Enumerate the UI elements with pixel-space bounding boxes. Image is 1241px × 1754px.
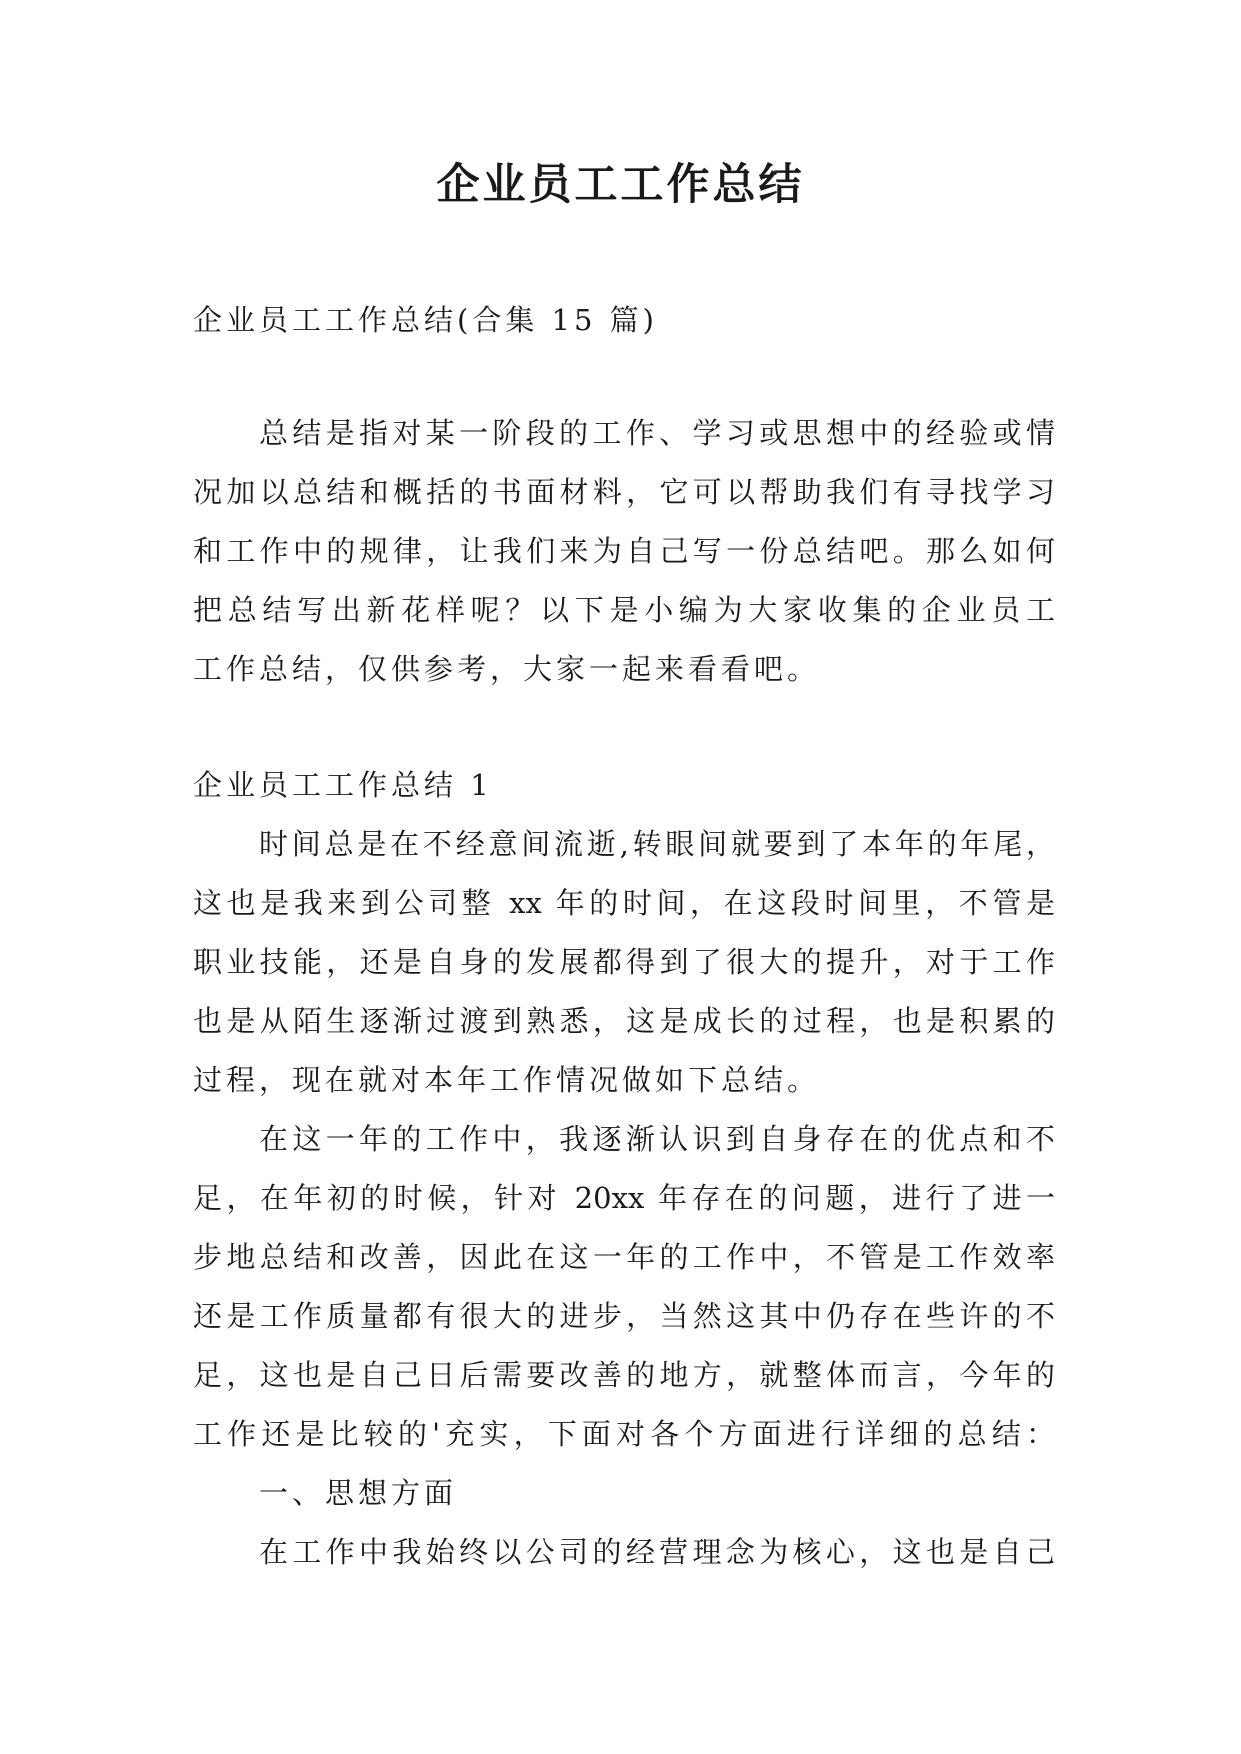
- text-line: 足，在年初的时候，针对 20xx 年存在的问题，进行了进一: [193, 1181, 1055, 1215]
- text-line: 步地总结和改善，因此在这一年的工作中，不管是工作效率: [193, 1240, 1055, 1274]
- body-paragraph: [193, 815, 1055, 1110]
- text-line: 这也是我来到公司整 xx 年的时间，在这段时间里，不管是: [193, 886, 1055, 920]
- text-line: 在工作中我始终以公司的经营理念为核心，这也是自己: [259, 1535, 1055, 1569]
- text-line: 足，这也是自己日后需要改善的地方，就整体而言，今年的: [193, 1358, 1055, 1392]
- text-line: 和工作中的规律，让我们来为自己写一份总结吧。那么如何: [193, 534, 1055, 568]
- text-line: 时间总是在不经意间流逝,转眼间就要到了本年的年尾，: [259, 827, 1055, 861]
- subsection-heading: 一、思想方面: [259, 1476, 458, 1510]
- text-line: 况加以总结和概括的书面材料，它可以帮助我们有寻找学习: [193, 475, 1055, 509]
- text-line: 把总结写出新花样呢？以下是小编为大家收集的企业员工: [193, 593, 1055, 627]
- text-line: 工作还是比较的'充实，下面对各个方面进行详细的总结：: [193, 1417, 1055, 1451]
- intro-paragraph: [193, 404, 1055, 699]
- body-paragraph: [193, 1110, 1055, 1464]
- text-line: 也是从陌生逐渐过渡到熟悉，这是成长的过程，也是积累的: [193, 1004, 1055, 1038]
- text-line: 总结是指对某一阶段的工作、学习或思想中的经验或情: [259, 416, 1055, 450]
- document-title: 企业员工工作总结: [436, 160, 805, 210]
- text-line: 在这一年的工作中，我逐渐认识到自身存在的优点和不: [259, 1122, 1055, 1156]
- text-line: 工作总结，仅供参考，大家一起来看看吧。: [193, 652, 821, 686]
- section-1: [193, 756, 1055, 1582]
- body-paragraph: [193, 1523, 1055, 1582]
- section-heading: 企业员工工作总结 1: [193, 768, 493, 802]
- text-line: 过程，现在就对本年工作情况做如下总结。: [193, 1063, 821, 1097]
- text-line: 职业技能，还是自身的发展都得到了很大的提升，对于工作: [193, 945, 1055, 979]
- text-line: 还是工作质量都有很大的进步，当然这其中仍存在些许的不: [193, 1299, 1055, 1333]
- document-subtitle: 企业员工工作总结(合集 15 篇): [193, 303, 658, 337]
